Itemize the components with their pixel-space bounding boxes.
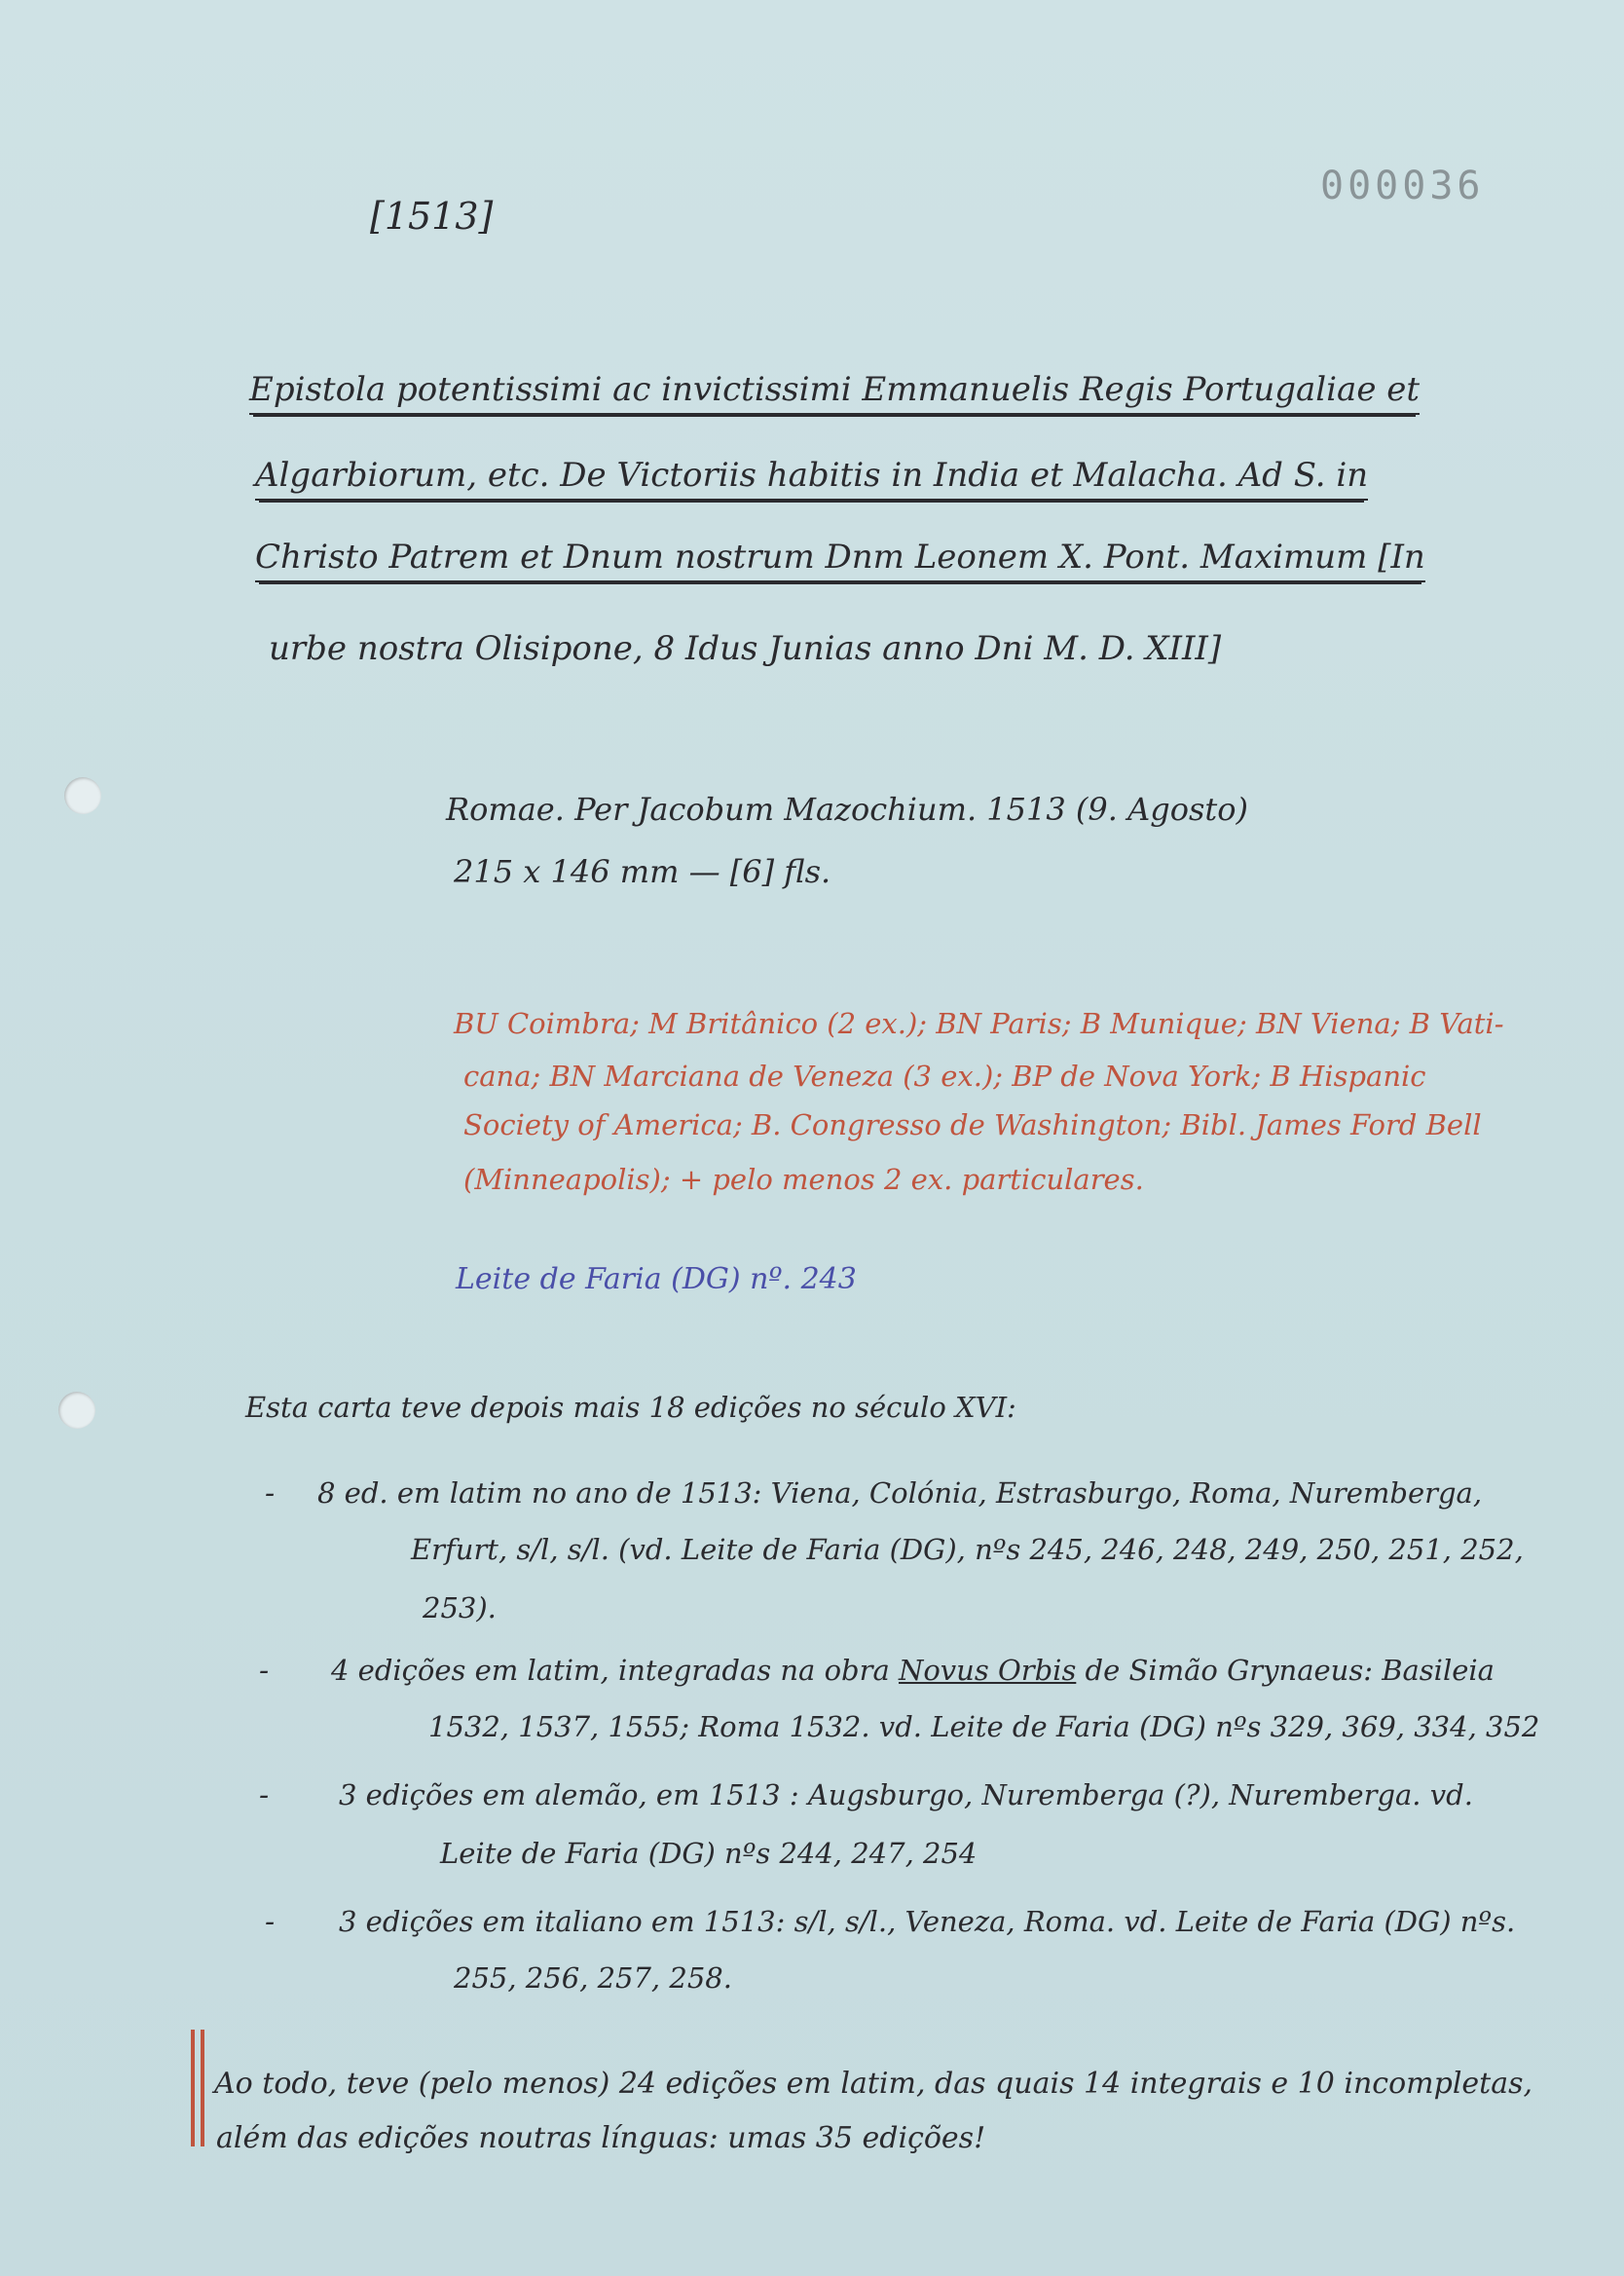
holdings-line-3: Society of America; B. Congresso de Washington; Bibl. James Ford Bell [463, 1108, 1482, 1141]
title-line-1: Epistola potentissimi ac invictissimi Emmanuelis Regis Portugaliae et [249, 370, 1420, 415]
holdings-line-1: BU Coimbra; M Britânico (2 ex.); BN Paris; B Munique; BN Viena; B Vati- [454, 1007, 1504, 1040]
novus-orbis-title: Novus Orbis [898, 1654, 1077, 1687]
reference-note: Leite de Faria (DG) nº. 243 [456, 1262, 857, 1296]
edition-item-3-line-2: Leite de Faria (DG) nºs 244, 247, 254 [440, 1837, 978, 1870]
margin-bar-2 [201, 2030, 204, 2146]
bullet-dash-2: - [259, 1654, 270, 1688]
editions-intro: Esta carta teve depois mais 18 edições no século XVI: [245, 1391, 1016, 1424]
edition-item-2-line-1 [331, 1654, 1495, 1687]
imprint-line-1: Romae. Per Jacobum Mazochium. 1513 (9. Agosto) [446, 791, 1248, 828]
punch-hole-bottom [58, 1392, 95, 1429]
document-number: 000036 [1320, 164, 1485, 208]
summary-line-2: além das edições noutras línguas: umas 35 edições! [216, 2121, 986, 2155]
edition-item-4-line-1: 3 edições em italiano em 1513: s/l, s/l., Veneza, Roma. vd. Leite de Faria (DG) nºs. [339, 1905, 1516, 1938]
bullet-dash-1: - [265, 1476, 276, 1511]
imprint-line-2: 215 x 146 mm — [6] fls. [454, 853, 831, 890]
punch-hole-top [64, 777, 101, 814]
title-line-2: Algarbiorum, etc. De Victoriis habitis in India et Malacha. Ad S. in [255, 456, 1368, 501]
edition-item-1-line-1: 8 ed. em latim no ano de 1513: Viena, Colónia, Estrasburgo, Roma, Nuremberga, [317, 1476, 1483, 1510]
edition-item-4-line-2: 255, 256, 257, 258. [454, 1961, 732, 1995]
margin-bar-1 [191, 2030, 195, 2146]
title-line-4: urbe nostra Olisipone, 8 Idus Junias anno Dni M. D. XIII] [269, 629, 1222, 668]
bullet-dash-3: - [259, 1778, 270, 1812]
edition-item-2-line-2: 1532, 1537, 1555; Roma 1532. vd. Leite de Faria (DG) nºs 329, 369, 334, 352 [428, 1710, 1540, 1743]
holdings-line-2: cana; BN Marciana de Veneza (3 ex.); BP de Nova York; B Hispanic [463, 1060, 1426, 1093]
summary-line-1: Ao todo, teve (pelo menos) 24 edições em latim, das quais 14 integrais e 10 incompletas, [214, 2067, 1533, 2101]
edition-item-1-line-3: 253). [423, 1591, 497, 1624]
title-line-3: Christo Patrem et Dnum nostrum Dnm Leonem X. Pont. Maximum [In [255, 538, 1425, 582]
year-heading: [1513] [370, 195, 494, 238]
edition-item-3-line-1: 3 edições em alemão, em 1513 : Augsburgo, Nuremberga (?), Nuremberga. vd. [339, 1778, 1473, 1811]
holdings-line-4: (Minneapolis); + pelo menos 2 ex. particulares. [463, 1163, 1144, 1196]
edition-item-2-post: de Simão Grynaeus: Basileia [1076, 1654, 1495, 1687]
edition-item-1-line-2: Erfurt, s/l, s/l. (vd. Leite de Faria (DG), nºs 245, 246, 248, 249, 250, 251, 252, [411, 1533, 1524, 1566]
bullet-dash-4: - [265, 1905, 276, 1939]
edition-item-2-pre: 4 edições em latim, integradas na obra [331, 1654, 899, 1687]
